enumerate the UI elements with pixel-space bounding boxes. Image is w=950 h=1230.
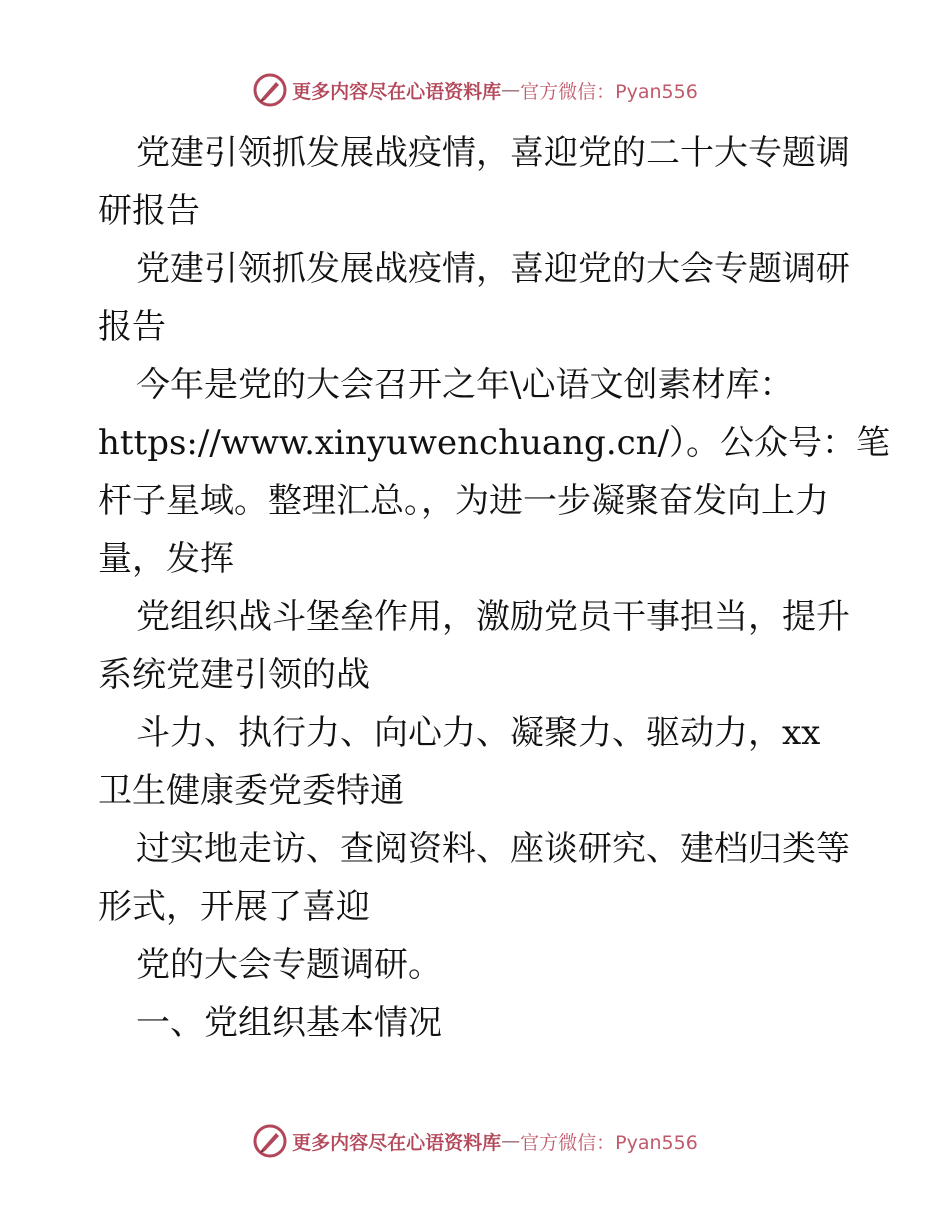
watermark-site-text: 更多内容尽在心语资料库 [292, 80, 502, 103]
paragraph-subtitle [98, 240, 858, 356]
text-line: 系统党建引领的战 [98, 655, 370, 695]
text-line: 杆子星域。整理汇总。，为进一步凝聚奋发向上力 [98, 481, 829, 521]
paragraph-title [98, 124, 858, 240]
watermark-wechat-text: 官方微信：Pyan556 [520, 1131, 698, 1154]
text-line: 报告 [98, 307, 166, 347]
text-line: 斗力、执行力、向心力、凝聚力、驱动力，xx [136, 713, 821, 753]
watermark-wechat-text: 官方微信：Pyan556 [520, 80, 698, 103]
text-line: 今年是党的大会召开之年\心语文创素材库： [136, 365, 794, 405]
section-heading [98, 994, 858, 1052]
text-line: 研报告 [98, 191, 200, 231]
text-line: 党建引领抓发展战疫情，喜迎党的大会专题调研 [136, 249, 850, 289]
paragraph-body [98, 588, 858, 704]
paragraph-body [98, 704, 858, 820]
text-line: 形式，开展了喜迎 [98, 887, 370, 927]
quill-pen-logo-icon [252, 72, 288, 108]
document-body [98, 124, 891, 1052]
text-line: 量，发挥 [98, 539, 234, 579]
text-line: 党组织战斗堡垒作用，激励党员干事担当，提升 [136, 597, 850, 637]
text-line: 党的大会专题调研。 [136, 945, 442, 985]
text-line: https://www.xinyuwenchuang.cn/）。公众号：笔 [98, 423, 891, 463]
watermark-site-text: 更多内容尽在心语资料库 [292, 1131, 502, 1154]
quill-pen-logo-icon [252, 1123, 288, 1159]
text-line: 过实地走访、查阅资料、座谈研究、建档归类等 [136, 829, 850, 869]
text-line: 一、党组织基本情况 [136, 1003, 442, 1043]
text-line: 卫生健康委党委特通 [98, 771, 404, 811]
watermark-separator: — [501, 79, 521, 101]
paragraph-body [98, 936, 858, 994]
header-watermark [0, 70, 950, 110]
watermark-separator: — [501, 1130, 521, 1152]
text-line: 党建引领抓发展战疫情，喜迎党的二十大专题调 [136, 133, 850, 173]
paragraph-body [98, 820, 858, 936]
paragraph-intro [98, 356, 891, 588]
footer-watermark [0, 1121, 950, 1161]
